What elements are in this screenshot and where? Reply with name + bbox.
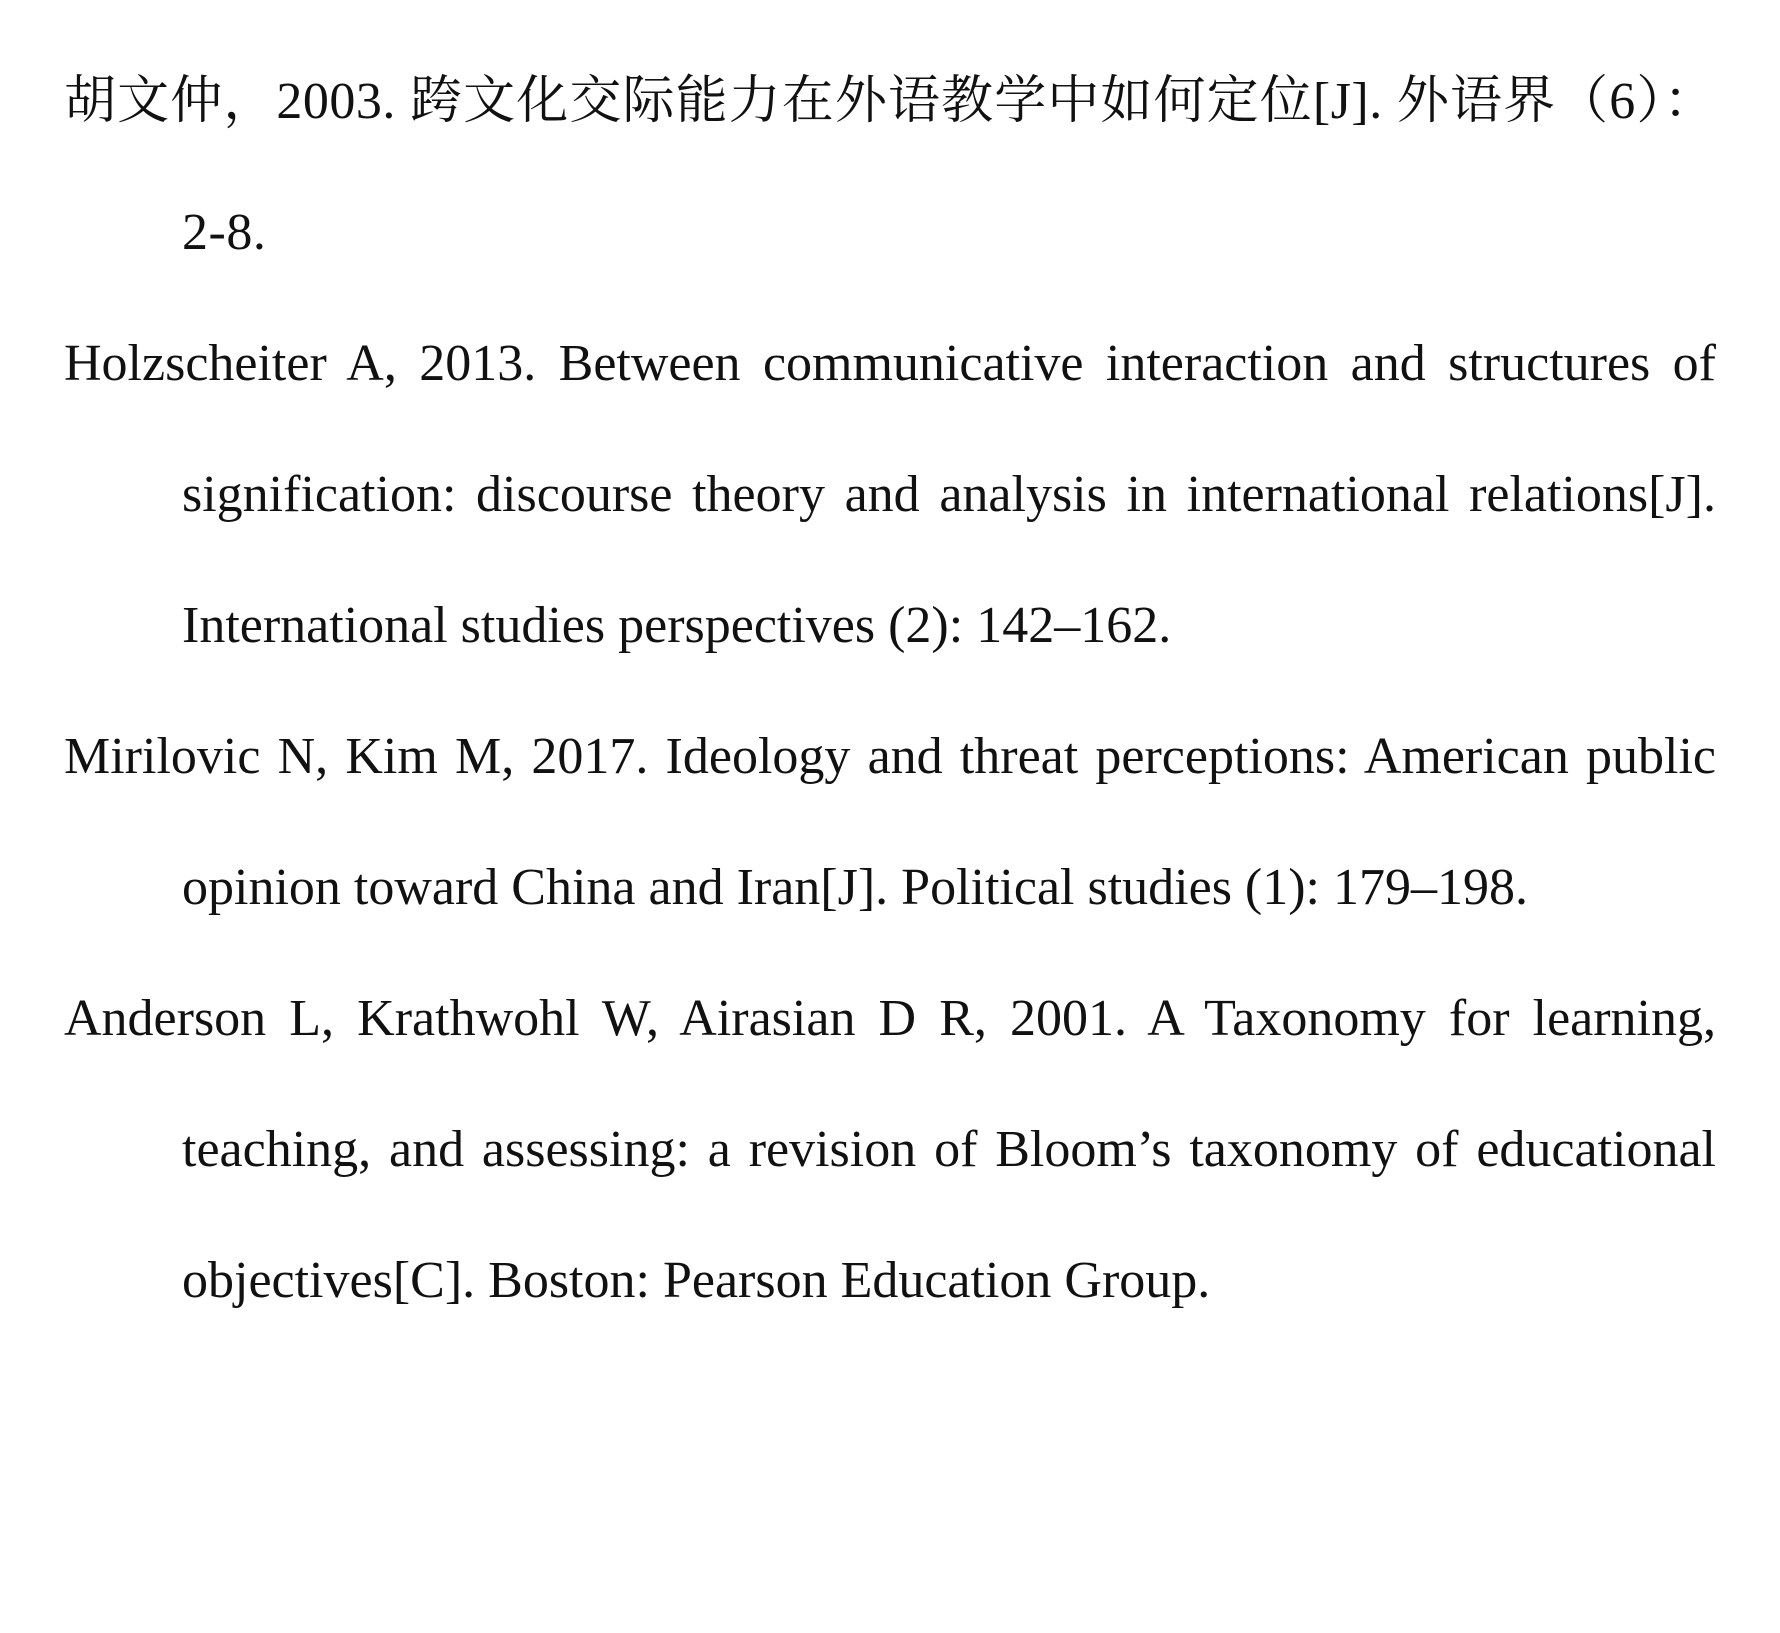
reference-item: Mirilovic N, Kim M, 2017. Ideology and threat perceptions: American public opinion toward China and Iran[J]. Political studies (1): 179–198. bbox=[64, 728, 1716, 916]
reference-item: Holzscheiter A, 2013. Between communicative interaction and structures of signification: discourse theory and analysis in international relations[J]. International studies perspectives (2): 142–162. bbox=[64, 335, 1716, 654]
reference-item: Anderson L, Krathwohl W, Airasian D R, 2001. A Taxonomy for learning, teaching, and assessing: a revision of Bloom’s taxonomy of educational objectives[C]. Boston: Pearson Education Group. bbox=[64, 990, 1716, 1309]
reference-list bbox=[64, 36, 1716, 1346]
reference-item: 胡文仲，2003. 跨文化交际能力在外语教学中如何定位[J]. 外语界（6）：2-8. bbox=[64, 73, 1716, 261]
